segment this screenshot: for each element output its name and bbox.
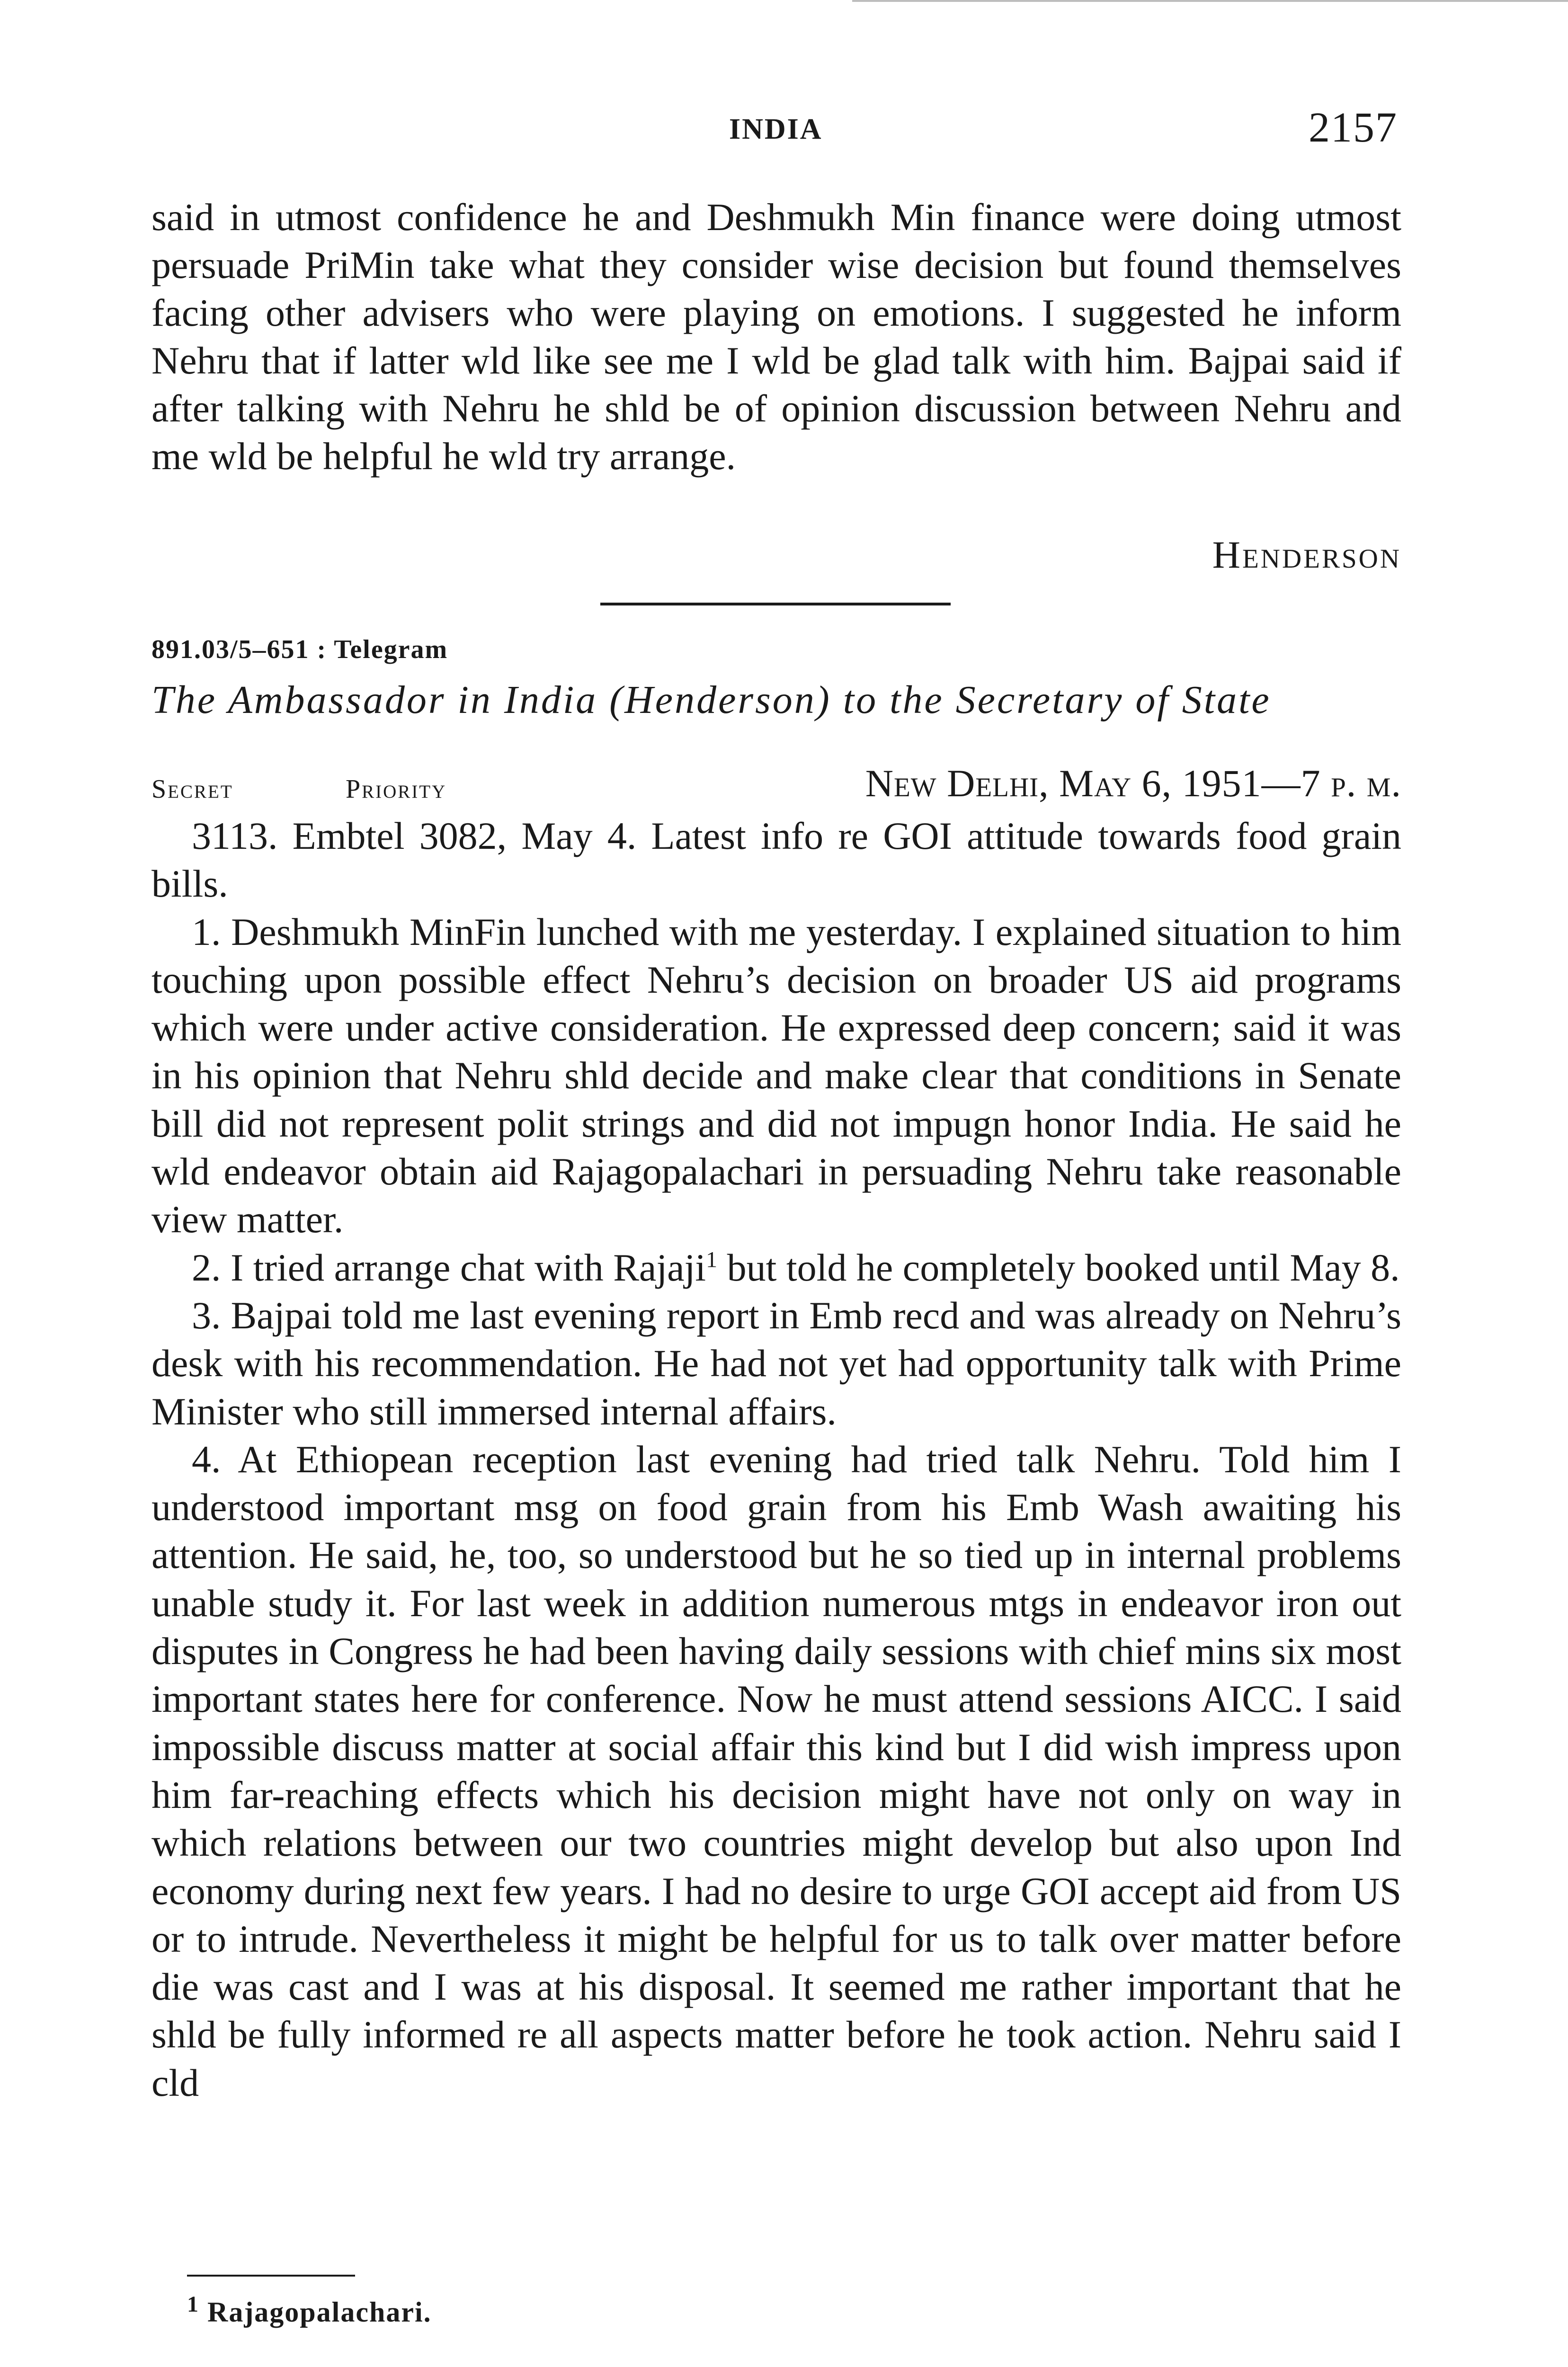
paragraph-4: 4. At Ethiopean reception last evening had tried talk Nehru. Told him I understood important msg on food grain from his Emb Wash awaiting his attention. He said, he, too, so understood but he so tied up in internal problems unable study it. For last week in addition numerous mtgs in endeavor iron out disputes in Congress he had been having daily sessions with chief mins six most important states here for conference. Now he must attend sessions AICC. I said impossible discuss matter at social affair this kind but I did wish impress upon him far-reaching effects which his decision might have not only on way in which relations between our two countries might develop but also upon Ind economy during next few years. I had no desire to urge GOI accept aid from US or to intrude. Nevertheless it might be helpful for us to talk over matter before die was cast and I was at his disposal. It seemed me rather important that he shld be fully informed re all aspects matter before he took action. Nehru said I cld [151,1437,1401,2104]
page-number: 2157 [1309,104,1398,151]
paragraph-3: 3. Bajpai told me last evening report in Emb recd and was already on Nehru’s desk with his recommendation. He had not yet had opportunity talk with Prime Minister who still immersed internal affairs. [151,1293,1401,1433]
paragraph-1: 1. Deshmukh MinFin lunched with me yesterday. I explained situation to him touching upon possible effect Nehru’s decision on broader US aid programs which were under active consideration. He expressed deep concern; said it was in his opinion that Nehru shld decide and make clear that conditions in Senate bill did not represent polit strings and did not impugn honor India. He said he wld endeavor obtain aid Rajagopalachari in persuading Nehru take reasonable view matter. [151,910,1401,1241]
running-head: INDIA [729,113,823,145]
top-edge-rule [852,0,1568,2]
continued-paragraph: said in utmost confidence he and Deshmukh Min finance were doing utmost persuade PriMin take what they consider wise decision but found themselves facing other advisers who were playing on emotions. I suggested he inform Nehru that if latter wld like see me I wld be glad talk with him. Bajpai said if after talking with Nehru he shld be of opinion discussion between Nehru and me wld be helpful he wld try arrange. [151,196,1401,478]
footnote-text: Rajagopalachari. [207,2296,432,2328]
paragraph-intro: 3113. Embtel 3082, May 4. Latest info re GOI attitude towards food grain bills. [151,814,1401,906]
paragraph-2-end: but told he completely booked until May 8. [727,1246,1400,1289]
classification-label [151,774,233,804]
priority-text: Priority [346,774,447,804]
classification-text: Secret [151,774,233,804]
footnote [187,2292,432,2329]
signature: Henderson [1212,533,1401,576]
footnote-reference: 1 [706,1247,718,1272]
telegram-body [151,812,1401,2107]
paragraph-2-start: 2. I tried arrange chat with Rajaji [192,1246,706,1289]
document-file-id: 891.03/5–651 : Telegram [151,635,448,664]
paragraph-2 [151,1244,1401,1291]
section-divider [600,603,951,605]
footnote-divider [187,2275,355,2277]
footnote-marker: 1 [187,2292,199,2317]
dateline: New Delhi, May 6, 1951—7 p. m. [865,762,1401,805]
priority-label [346,774,446,804]
document-title: The Ambassador in India (Henderson) to the Secretary of State [151,678,1271,722]
